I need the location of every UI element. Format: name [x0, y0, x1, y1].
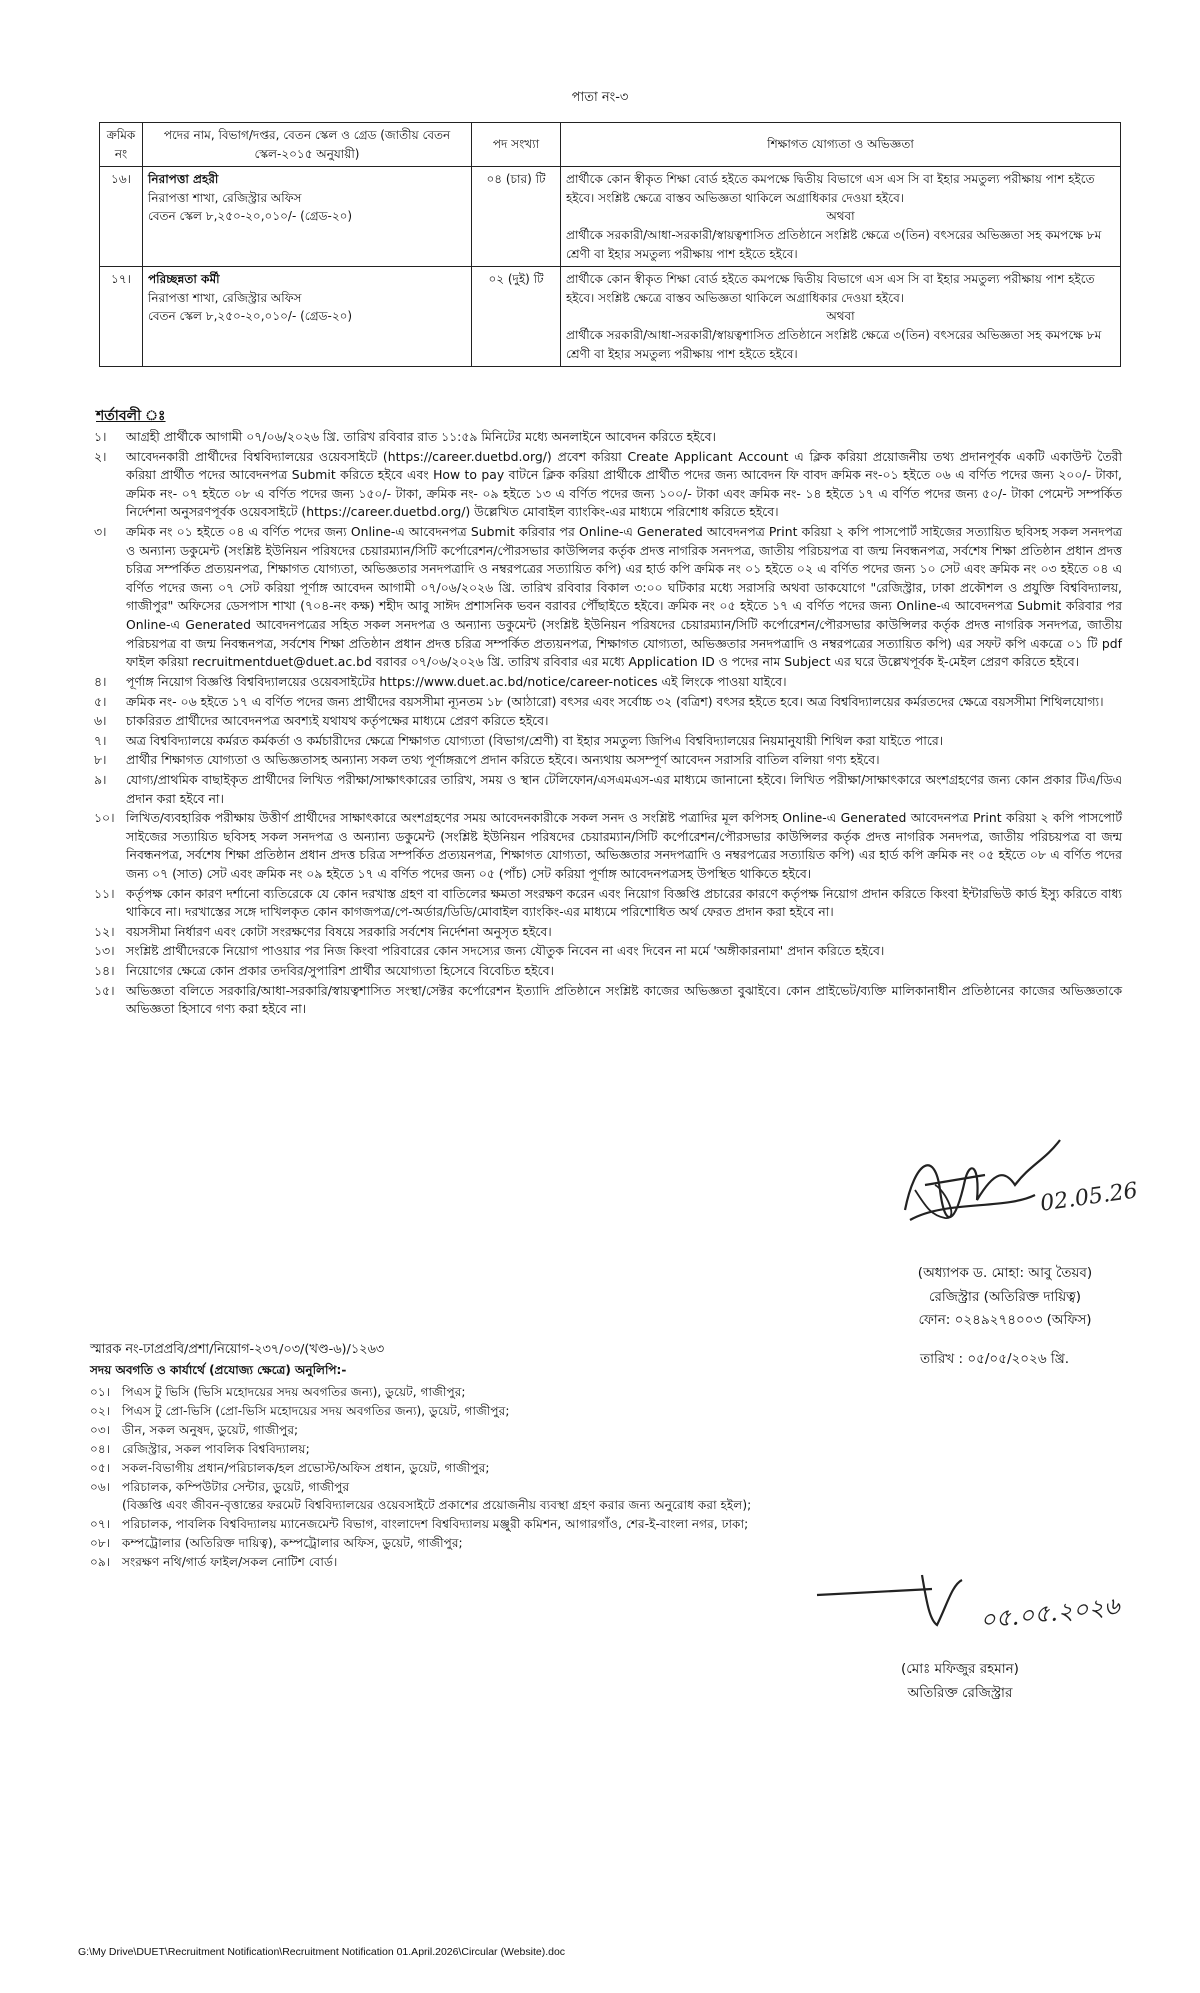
terms-heading: শর্তাবলী ঃ: [96, 408, 166, 424]
term-number: ৮।: [94, 752, 107, 768]
copy-number: ০২।: [90, 1403, 111, 1418]
copy-item: [90, 1421, 850, 1440]
term-text: ক্রমিক নং- ০৬ হইতে ১৭ এ বর্ণিত পদের জন্য প্রার্থীদের বয়সসীমা ন্যূনতম ১৮ (আঠারো) বৎসর এবং সর্বোচ্চ ৩২ (বত্রিশ) বৎসর হইতে হবে। অত্র বিশ্ববিদ্যালয়ের কর্মরতদের ক্ষেত্রে বয়সসীমা শিথিলযোগ্য।: [126, 693, 1104, 709]
copy-number: ০৪।: [90, 1441, 111, 1456]
term-number: ১।: [94, 429, 107, 444]
row-serial: ১৭।: [100, 267, 143, 367]
copy-text: কম্পট্রোলার (অতিরিক্ত দায়িত্ব), কম্পট্রোলার অফিস, ডুয়েট, গাজীপুর;: [122, 1536, 463, 1551]
qualification-alternative: প্রার্থীকে সরকারী/আধা-সরকারী/স্বায়ত্বশাসিত প্রতিষ্ঠানে সংশ্লিষ্ট ক্ষেত্রে ৩(তিন) বৎসরের অভিজ্ঞতা সহ কমপক্ষে ৮ম শ্রেণী বা ইহার সমতুল্য পরীক্ষায় পাশ হইতে হইবে।: [566, 227, 1102, 261]
post-cell: [143, 267, 472, 367]
signature-date: 02.05.26: [1038, 1178, 1140, 1217]
signatory-block: [870, 1262, 1140, 1333]
term-item: [92, 428, 1122, 447]
copy-number: ০৬।: [90, 1479, 111, 1494]
copy-text: সকল-বিভাগীয় প্রধান/পরিচালক/হল প্রভোস্ট/অফিস প্রধান, ডুয়েট, গাজীপুর;: [122, 1460, 490, 1475]
copy-item: [90, 1402, 850, 1421]
table-row: [100, 267, 1121, 367]
term-text: নিয়োগের ক্ষেত্রে কোন প্রকার তদবির/সুপারিশ প্রার্থীর অযোগ্যতা হিসেবে বিবেচিত হইবে।: [126, 963, 554, 979]
page-number: পাতা নং-৩: [571, 90, 629, 105]
post-cell: [143, 167, 472, 267]
term-number: ১০।: [94, 810, 115, 826]
header-count: পদ সংখ্যা: [472, 123, 561, 167]
or-separator: অথবা: [826, 309, 855, 324]
post-title: পরিচ্ছন্নতা কর্মী: [148, 272, 220, 287]
term-text: সংশ্লিষ্ট প্রার্থীদেরকে নিয়োগ পাওয়ার পর নিজ কিংবা পরিবারের কোন সদস্যের জন্য যৌতুক নিবেন না এবং দিবেন না মর্মে 'অঙ্গীকারনামা' প্রদান করিতে হইবে।: [126, 943, 885, 959]
copy-item: [90, 1478, 850, 1497]
qualification-primary: প্রার্থীকে কোন স্বীকৃত শিক্ষা বোর্ড হইতে কমপক্ষে দ্বিতীয় বিভাগে এস এস সি বা ইহার সমতুল্য পরীক্ষায় পাশ হইতে হইবে। সংশ্লিষ্ট ক্ষেত্রে বাস্তব অভিজ্ঞতা থাকিলে অগ্রাধিকার দেওয়া হইবে।: [566, 172, 1095, 205]
memo-date: তারিখ : ০৫/০৫/২০২৬ খ্রি.: [920, 1351, 1070, 1367]
term-number: ৬।: [94, 713, 107, 729]
copy-item: [90, 1553, 850, 1572]
copy-number: ০১।: [90, 1385, 111, 1399]
header-serial: ক্রমিক নং: [100, 123, 143, 167]
term-number: ১২।: [94, 923, 115, 939]
term-number: ৫।: [94, 693, 107, 709]
copy-number: ০৫।: [90, 1460, 111, 1475]
term-text: পূর্ণাঙ্গ নিয়োগ বিজ্ঞপ্তি বিশ্ববিদ্যালয়ের ওয়েবসাইটের https://www.duet.ac.bd/notice/career-notices এই লিংকে পাওয়া যাইবে।: [126, 673, 787, 689]
memo-number: স্মারক নং-ঢাপ্রপ্রবি/প্রশা/নিয়োগ-২৩৭/০৩/(খণ্ড-৬)/১২৬৩: [90, 1342, 385, 1357]
post-title: নিরাপত্তা প্রহরী: [148, 172, 219, 187]
term-item: [92, 712, 1122, 731]
term-number: ৭।: [94, 732, 107, 748]
post-count: ০৪ (চার) টি: [472, 167, 561, 267]
term-number: ১৩।: [94, 943, 115, 959]
term-text: ক্রমিক নং ০১ হইতে ০৪ এ বর্ণিত পদের জন্য Online-এ আবেদনপত্র Submit করিবার পর Online-এ Generated আবেদনপত্র Print করিয়া ২ কপি পাসপোর্ট সাইজের সত্যায়িত ছবিসহ সকল সনদপত্র ও অন্যান্য ডকুমেন্ট (সংশ্লিষ্ট ইউনিয়ন পরিষদের চেয়ারম্যান/সিটি কর্পোরেশন/পৌরসভার কাউন্সিলর কর্তৃক প্রদত্ত নাগরিক সনদপত্র, জাতীয় পরিচয়পত্র বা জন্ম নিবন্ধনপত্র, সর্বশেষ শিক্ষা প্রতিষ্ঠান প্রধান প্রদত্ত চরিত্র সম্পর্কিত প্রত্যয়নপত্র, শিক্ষাগত যোগ্যতা, অভিজ্ঞতার সনদপত্রাদি ও নম্বরপত্রের সত্যায়িত কপি) এর হার্ড কপি ক্রমিক নং ০১ হইতে ০২ এ বর্ণিত পদের জন্য ১০ সেট এবং ক্রমিক নং ০৩ হইতে ০৪ এ বর্ণিত পদের জন্য ০৭ সেট করিয়া পূর্ণাঙ্গ আবেদন আগামী ০৭/০৬/২০২৬ খ্রি. তারিখ রবিবার বিকাল ৩:০০ ঘটিকার মধ্যে সরাসরি অথবা ডাকযোগে "রেজিস্ট্রার, ঢাকা প্রকৌশল ও প্রযুক্তি বিশ্ববিদ্যালয়, গাজীপুর" অফিসের ডেসপাস শাখা (৭০৪-নং কক্ষ) শহীদ আবু সাঈদ প্রশাসনিক ভবন বরাবর পৌঁছাইতে হইবে। ক্রমিক নং ০৫ হইতে ১৭ এ বর্ণিত পদের জন্য Online-এ আবেদনপত্র Submit করিবার পর Online-এ Generated আবেদনপত্রের সহিত সকল সনদপত্র ও অন্যান্য ডকুমেন্ট (সংশ্লিষ্ট ইউনিয়ন পরিষদের চেয়ারম্যান/সিটি কর্পোরেশন/পৌরসভার কাউন্সিলর কর্তৃক প্রদত্ত নাগরিক সনদপত্র, জাতীয় পরিচয়পত্র বা জন্ম নিবন্ধনপত্র, সর্বশেষ শিক্ষা প্রতিষ্ঠান প্রধান প্রদত্ত চরিত্র সম্পর্কিত প্রত্যয়নপত্র, শিক্ষাগত যোগ্যতা, অভিজ্ঞতার সনদপত্রাদি ও নম্বরপত্রের সত্যায়িত কপি) এর সফট কপি একত্রে ০১ টি pdf ফাইল করিয়া recruitmentduet@duet.ac.bd বরাবর ০৭/০৬/২০২৬ খ্রি. তারিখ রবিবার এর মধ্যে Application ID ও পদের নাম Subject এর ঘরে উল্লেখপূর্বক ই-মেইল প্রেরণ করিতে হইবে।: [126, 524, 1122, 670]
term-item: [92, 771, 1122, 808]
term-item: [92, 942, 1122, 961]
term-number: ২।: [94, 448, 107, 464]
copy-note: (বিজ্ঞপ্তি এবং জীবন-বৃত্তান্তের ফরমেট বিশ্ববিদ্যালয়ের ওয়েবসাইটে প্রকাশের প্রয়োজনীয় ব্যবস্থা গ্রহণ করার জন্য অনুরোধ করা হইল);: [122, 1498, 752, 1513]
copy-text: ডীন, সকল অনুষদ, ডুয়েট, গাজীপুর;: [122, 1422, 299, 1437]
signatory-name: (অধ্যাপক ড. মোহা: আবু তৈয়ব): [917, 1265, 1093, 1281]
qualification-primary: প্রার্থীকে কোন স্বীকৃত শিক্ষা বোর্ড হইতে কমপক্ষে দ্বিতীয় বিভাগে এস এস সি বা ইহার সমতুল্য পরীক্ষায় পাশ হইতে হইবে। সংশ্লিষ্ট ক্ষেত্রে বাস্তব অভিজ্ঞতা থাকিলে অগ্রাধিকার দেওয়া হইবে।: [566, 272, 1095, 305]
post-count: ০২ (দুই) টি: [472, 267, 561, 367]
term-item: [92, 523, 1122, 672]
copy-list: [90, 1383, 850, 1572]
file-path-footer: G:\My Drive\DUET\Recruitment Notification\Recruitment Notification 01.April.2026\Circular (Website).doc: [78, 1946, 566, 1958]
copy-heading: সদয় অবগতি ও কার্যার্থে (প্রযোজ্য ক্ষেত্রে) অনুলিপি:-: [90, 1363, 347, 1377]
copy-text: পরিচালক, কম্পিউটার সেন্টার, ডুয়েট, গাজীপুর: [122, 1479, 350, 1494]
term-number: ১৫।: [94, 982, 115, 998]
term-text: আগ্রহী প্রার্থীকে আগামী ০৭/০৬/২০২৬ খ্রি. তারিখ রবিবার রাত ১১:৫৯ মিনিটের মধ্যে অনলাইনে আবেদন করিতে হইবে।: [126, 429, 716, 444]
qualification-alternative: প্রার্থীকে সরকারী/আধা-সরকারী/স্বায়ত্বশাসিত প্রতিষ্ঠানে সংশ্লিষ্ট ক্ষেত্রে ৩(তিন) বৎসরের অভিজ্ঞতা সহ কমপক্ষে ৮ম শ্রেণী বা ইহার সমতুল্য পরীক্ষায় পাশ হইতে হইবে।: [566, 327, 1102, 361]
term-text: কর্তৃপক্ষ কোন কারণ দর্শানো ব্যতিরেকে যে কোন দরখাস্ত গ্রহণ বা বাতিলের ক্ষমতা সংরক্ষণ করেন এবং নিয়োগ বিজ্ঞপ্তি প্রচারের কারণে কর্তৃপক্ষ নিয়োগ প্রদান করিতে কিংবা ইন্টারভিউ কার্ড ইস্যু করিতে বাধ্য থাকিবে না। দরখাস্তের সঙ্গে দাখিলকৃত কোন কাগজপত্র/পে-অর্ডার/ডিডি/মোবাইল ব্যাংকিং-এর মাধ্যমে পরিশোধিত অর্থ ফেরত প্রদান করা হইবে না।: [126, 885, 1122, 920]
term-item: [92, 693, 1122, 712]
term-item: [92, 448, 1122, 522]
copy-number: ০৮।: [90, 1536, 111, 1551]
term-number: ৯।: [94, 771, 107, 787]
term-text: অভিজ্ঞতা বলিতে সরকারি/আধা-সরকারি/স্বায়ত্বশাসিত সংস্থা/সেক্টর কর্পোরেশন ইত্যাদি প্রতিষ্ঠানে সংশ্লিষ্ট কাজের অভিজ্ঞতা বুঝাইবে। কোন প্রাইভেট/ব্যক্তি মালিকানাধীন প্রতিষ্ঠানের কাজের অভিজ্ঞতাকে অভিজ্ঞতা হিসাবে গণ্য করা হইবে না।: [126, 982, 1122, 1017]
posts-table: [99, 122, 1121, 367]
term-text: যোগ্য/প্রাথমিক বাছাইকৃত প্রার্থীদের লিখিত পরীক্ষা/সাক্ষাৎকারের তারিখ, সময় ও স্থান টেলিফোন/এসএমএস-এর মাধ্যমে জানানো হইবে। লিখিত পরীক্ষা/সাক্ষাৎকারে অংশগ্রহণের জন্য কোন প্রকার টিএ/ডিএ প্রদান করা হইবে না।: [126, 771, 1122, 806]
term-number: ৪।: [94, 673, 107, 689]
term-number: ৩।: [94, 524, 107, 540]
copy-item: [90, 1515, 850, 1534]
copy-item: [90, 1459, 850, 1478]
term-text: অত্র বিশ্ববিদ্যালয়ে কর্মরত কর্মকর্তা ও কর্মচারীদের ক্ষেত্রে শিক্ষাগত যোগ্যতা (বিভাগ/শ্রেণী) বা ইহার সমতুল্য জিপিএ বিশ্ববিদ্যালয়ের নিয়মানুযায়ী শিথিল করা যাইতে পারে।: [126, 732, 944, 748]
signature-date: ০৫.০৫.২০২৬: [978, 1591, 1121, 1635]
term-item: [92, 962, 1122, 981]
row-serial: ১৬।: [100, 167, 143, 267]
term-text: বয়সসীমা নির্ধারণ এবং কোটা সংরক্ষণের বিষয়ে সরকারি সর্বশেষ নির্দেশনা অনুসৃত হইবে।: [126, 923, 552, 939]
term-item: [92, 751, 1122, 770]
signatory-block: [860, 1658, 1060, 1705]
term-item: [92, 732, 1122, 751]
signatory-designation: রেজিস্ট্রার (অতিরিক্ত দায়িত্ব): [928, 1288, 1082, 1305]
term-text: চাকরিরত প্রার্থীদের আবেদনপত্র অবশ্যই যথাযথ কর্তৃপক্ষের মাধ্যমে প্রেরণ করিতে হইবে।: [126, 713, 549, 729]
post-scale: বেতন স্কেল ৮,২৫০-২০,০১০/- (গ্রেড-২০): [148, 309, 353, 324]
term-number: ১৪।: [94, 963, 115, 979]
post-office: নিরাপত্তা শাখা, রেজিস্ট্রার অফিস: [148, 190, 302, 205]
signatory-phone: ফোন: ০২৪৯২৭৪০০৩ (অফিস): [918, 1312, 1092, 1329]
copy-text: পরিচালক, পাবলিক বিশ্ববিদ্যালয় ম্যানেজমেন্ট বিভাগ, বাংলাদেশ বিশ্ববিদ্যালয় মঞ্জুরী কমিশন, আগারগাঁও, শের-ই-বাংলা নগর, ঢাকা;: [122, 1517, 749, 1532]
post-office: নিরাপত্তা শাখা, রেজিস্ট্রার অফিস: [148, 290, 302, 305]
copy-number: ০৩।: [90, 1422, 111, 1437]
registrar-signature: [885, 1130, 1105, 1240]
table-header-row: [100, 123, 1121, 167]
post-scale: বেতন স্কেল ৮,২৫০-২০,০১০/- (গ্রেড-২০): [148, 209, 353, 224]
signatory-designation: অতিরিক্ত রেজিস্ট্রার: [907, 1684, 1013, 1701]
copy-number: ০৭।: [90, 1517, 111, 1532]
term-text: লিখিত/ব্যবহারিক পরীক্ষায় উত্তীর্ণ প্রার্থীদের সাক্ষাৎকারে অংশগ্রহণের সময় আবেদনকারীকে সকল সনদ ও সংশ্লিষ্ট পত্রাদির মূল কপিসহ Online-এ Generated আবেদনপত্র Print করিয়া ২ কপি পাসপোর্ট সাইজের সত্যায়িত ছবিসহ সকল সনদপত্র ও অন্যান্য ডকুমেন্ট (সংশ্লিষ্ট ইউনিয়ন পরিষদের চেয়ারম্যান/সিটি কর্পোরেশন/পৌরসভার কাউন্সিলর কর্তৃক প্রদত্ত নাগরিক সনদপত্র, জাতীয় পরিচয়পত্র বা জন্ম নিবন্ধনপত্র, সর্বশেষ শিক্ষা প্রতিষ্ঠান প্রধান প্রদত্ত চরিত্র সম্পর্কিত প্রত্যয়নপত্র, শিক্ষাগত যোগ্যতা, অভিজ্ঞতার সনদপত্রাদি ও নম্বরপত্রের সত্যায়িত কপি) এর হার্ড কপি ক্রমিক নং ০৫ হইতে ০৮ এ বর্ণিত পদের জন্য ০৭ (সাত) সেট এবং ক্রমিক নং ০৯ হইতে ১৭ এ বর্ণিত পদের জন্য ০৫ (পাঁচ) সেট করিয়া পূর্ণাঙ্গ আবেদনপত্রসহ উপস্থিত থাকিতে হইবে।: [126, 810, 1122, 882]
copy-item: [90, 1534, 850, 1553]
term-item: [92, 982, 1122, 1019]
signatory-name: (মোঃ মফিজুর রহমান): [901, 1661, 1019, 1677]
or-separator: অথবা: [826, 209, 855, 224]
term-item: [92, 809, 1122, 883]
copy-item: [90, 1440, 850, 1459]
copy-text: পিএস টু ভিসি (ভিসি মহোদয়ের সদয় অবগতির জন্য), ডুয়েট, গাজীপুর;: [122, 1385, 466, 1399]
header-qualification: শিক্ষাগত যোগ্যতা ও অভিজ্ঞতা: [561, 123, 1121, 167]
copy-number: ০৯।: [90, 1555, 111, 1570]
term-number: ১১।: [94, 885, 115, 901]
term-item: [92, 673, 1122, 692]
copy-text: পিএস টু প্রো-ভিসি (প্রো-ভিসি মহোদয়ের সদয় অবগতির জন্য), ডুয়েট, গাজীপুর;: [122, 1403, 510, 1418]
header-post: পদের নাম, বিভাগ/দপ্তর, বেতন স্কেল ও গ্রেড (জাতীয় বেতন স্কেল-২০১৫ অনুযায়ী): [143, 123, 472, 167]
term-text: প্রার্থীর শিক্ষাগত যোগ্যতা ও অভিজ্ঞতাসহ অন্যান্য সকল তথ্য পূর্ণাঙ্গরূপে প্রদান করিতে হইবে। অন্যথায় অসম্পূর্ণ আবেদন সরাসরি বাতিল বলিয়া গণ্য হইবে।: [126, 752, 880, 768]
table-row: [100, 167, 1121, 267]
term-item: [92, 885, 1122, 922]
qualification-cell: [561, 167, 1121, 267]
copy-item: [90, 1383, 850, 1402]
copy-text: রেজিস্ট্রার, সকল পাবলিক বিশ্ববিদ্যালয়;: [122, 1441, 310, 1456]
qualification-cell: [561, 267, 1121, 367]
copy-text: সংরক্ষণ নথি/গার্ড ফাইল/সকল নোটিশ বোর্ড।: [122, 1555, 338, 1570]
term-item: [92, 923, 1122, 942]
term-text: আবেদনকারী প্রার্থীদের বিশ্ববিদ্যালয়ের ওয়েবসাইটে (https://career.duetbd.org/) প্রবেশ করিয়া Create Applicant Account এ ক্লিক করিয়া প্রয়োজনীয় তথ্য প্রদানপূর্বক একটি একাউন্ট তৈরী করিয়া প্রার্থীত পদের আবেদনপত্র Submit করিতে হইবে এবং How to pay বাটনে ক্লিক করিয়া প্রার্থীকে প্রার্থীত পদের জন্য আবেদন ফি বাবদ ক্রমিক নং-০১ হইতে ০৬ এ বর্ণিত পদের জন্য ২০০/- টাকা, ক্রমিক নং- ০৭ হইতে ০৮ এ বর্ণিত পদের জন্য ১৫০/- টাকা, ক্রমিক নং- ০৯ হইতে ১৩ এ বর্ণিত পদের জন্য ১০০/- টাকা এবং ক্রমিক নং- ১৪ হইতে ১৭ এ বর্ণিত পদের জন্য ৫০/- টাকা পেমেন্ট সম্পর্কিত নির্দেশনা অনুসরণপূর্বক ওয়েবসাইটে (https://career.duetbd.org/) উল্লেখিত মোবাইল ব্যাংকিং-এর মাধ্যমে পরিশোধ করিতে হইবে।: [126, 448, 1122, 520]
terms-list: [92, 428, 1122, 1020]
